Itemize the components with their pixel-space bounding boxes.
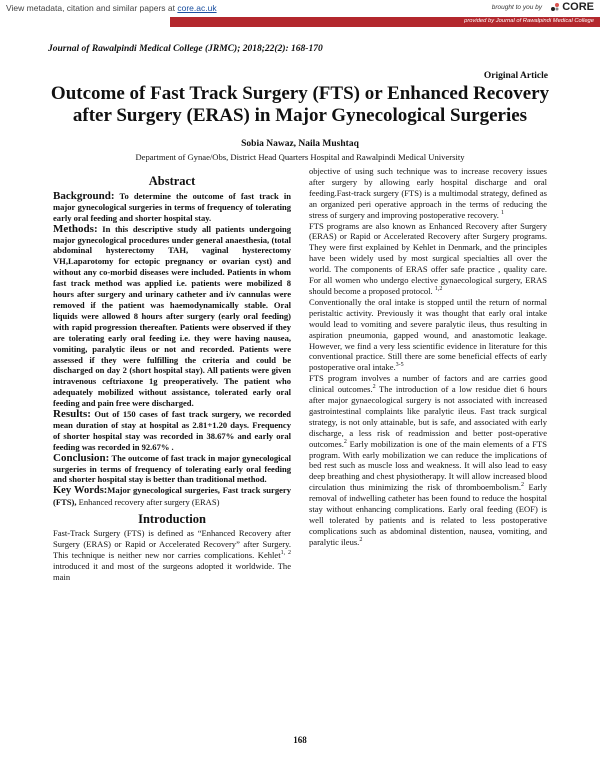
citation-ref: 2 — [521, 482, 525, 489]
provided-by-text: provided by Journal of Rawalpindi Medical College — [464, 18, 594, 24]
citation-ref: 1,2 — [434, 286, 443, 293]
article-type: Original Article — [483, 71, 548, 81]
paragraph-3 — [309, 297, 547, 373]
core-logo[interactable] — [550, 1, 594, 13]
introduction-paragraph — [53, 528, 291, 583]
methods-text: In this descriptive study all patients undergoing major gynecological procedures under general anaesthesia, (total abdominal hysterectomy TAH, vaginal hysterectomy VH,Laparotomy for ectopic pregnancy or ovarian cyst) and without any co-morbid diseases were included. Patients in whom fast track method was applied i.e. patients were mobilized 8 hours after surgery and urinary catheter and i/v cannulas were removed if the patient was haemodynamically stable. Oral liquids were allowed 8 hours after surgery (early oral feeding) with rapid progression thereafter. Patients were observed if they are tolerating early oral feeding i.e. they were having nausea, vomiting, paralytic ileus or not and recorded. Patients were assessed if they were fulfilling the criteria and could be discharged on day 2 (short hospital stay). All patients were given intravenous ceftriaxone 1g preoperatively. The patient who adequately mobilized without assistance, tolerated early oral feeding and pain free were discharged. — [53, 223, 291, 409]
keywords-rest: Enhanced recovery after surgery (ERAS) — [76, 497, 220, 508]
abstract-conclusion — [53, 453, 291, 486]
keywords-bold: Major gynecological surgeries, Fast track surgery (FTS), — [53, 485, 291, 508]
introduction-heading: Introduction — [138, 512, 206, 527]
metadata-notice — [6, 3, 217, 13]
paragraph-text: Early removal of indwelling catheter has been found to reduce the hospital stay without enhancing complications. Early oral feeding (EOF) is well tolerated by patients and is related to less postoperative complications such as abdominal distention, nausea, vomiting, and paralytic ileus. — [309, 482, 547, 547]
paragraph-2 — [309, 221, 547, 297]
abstract-results — [53, 409, 291, 453]
citation-ref: 2 — [343, 438, 347, 445]
citation-ref: 1, 2 — [280, 550, 291, 557]
paper-title: Outcome of Fast Track Surgery (FTS) or Enhanced Recovery after Surgery (ERAS) in Major Gynecological Surgeries — [50, 83, 550, 126]
citation-ref: 2 — [372, 384, 376, 391]
authors: Sobia Nawaz, Naila Mushtaq — [241, 139, 359, 149]
core-logo-text: CORE — [562, 1, 594, 13]
paragraph-text: FTS program involves a number of factors and are carries good clinical outcomes. — [309, 373, 547, 395]
right-column — [309, 166, 547, 548]
paragraph-text: Conventionally the oral intake is stopped until the return of normal peristaltic activity. Previously it was thought that early oral intake would lead to vomiting and severe paralytic ileus, thus resulting in aspiration pneumonia, gapped wound, and anastomotic leakage. However, we find a very less scientific evidence in literature for this conventional practice. Still there are some beneficial effects of early postoperative oral intake. — [309, 296, 547, 373]
citation-ref: 1 — [501, 209, 505, 216]
conclusion-text: The outcome of fast track in major gynecological surgeries in terms of frequency of tolerating early oral feeding and shorter hospital stay is better than traditional method. — [53, 452, 291, 485]
results-text: Out of 150 cases of fast track surgery, we recorded mean duration of stay at hospital as 2.81+1.20 days. Frequency of shorter hospital stay was recorded in 38.67% and early oral feeding was recorded in 92.67% . — [53, 409, 291, 452]
keywords-label: Key Words: — [53, 485, 108, 497]
background-label: Background: — [53, 189, 115, 202]
abstract-methods — [53, 224, 291, 409]
core-logo-icon — [550, 2, 560, 12]
intro-text-end: introduced it and most of the surgeons adopted it worldwide. The main — [53, 560, 291, 582]
left-column — [53, 170, 291, 583]
intro-text: Fast-Track Surgery (FTS) is defined as “Enhanced Recovery after Surgery (ERAS) or Rapid or Accelerated Recovery” after Surgery. This technique is neither new nor carries complications. Kehlet — [53, 528, 291, 560]
conclusion-label: Conclusion: — [53, 451, 110, 464]
methods-label: Methods: — [53, 222, 98, 235]
paragraph-4 — [309, 373, 547, 548]
journal-citation: Journal of Rawalpindi Medical College (JRMC); 2018;22(2): 168-170 — [48, 44, 323, 54]
abstract-background — [53, 191, 291, 224]
affiliation: Department of Gynae/Obs, District Head Quarters Hospital and Rawalpindi Medical University — [135, 152, 465, 162]
citation-ref: 2 — [359, 536, 363, 543]
abstract-heading: Abstract — [148, 174, 196, 188]
paragraph-text: objective of using such technique was to increase recovery issues after surgery by allowing early hospital discharge and oral feeding.Fast-track surgery (FTS) is a multimodal strategy, defined as an organized peri operative approach in the terms of reducing the stress of surgery and improving postoperative recovery. — [309, 166, 547, 220]
citation-ref: 3-5 — [395, 362, 404, 369]
paragraph-1 — [309, 166, 547, 221]
keywords — [53, 485, 291, 508]
core-link[interactable]: core.ac.uk — [177, 3, 217, 13]
metadata-text: View metadata, citation and similar papers at — [6, 3, 178, 13]
provider-bar — [170, 17, 600, 27]
paragraph-text: The introduction of a low residue diet 6 hours after major gynaecological surgery is not associated with increased gastrointestinal complaints like paralytic ileus. Fast track surgical strategy, is not only attainable, but is safe, and associated with early discharge, a less risk of readmission and better post-operative outcomes. — [309, 384, 548, 449]
paragraph-text: FTS programs are also known as Enhanced Recovery after Surgery (ERAS) or Rapid or Accelerated Recovery after Surgery programs. They were first explained by Kehlet in Denmark, and the principles have been widely used by most surgical specialties all over the world. The components of ERAS offer safe practice , quality care. For all women who undergo elective gynaecological surgery, ERAS should become a proposed protocol. — [309, 220, 547, 296]
brought-to-you-text: brought to you by — [491, 4, 542, 11]
paragraph-text: Early mobilization is one of the main elements of a FTS program. With early mobilization we can reduce the implications of bed rest such as muscle loss and weakness. It will also lead to easy deep breathing and chest physiotherapy. It will allow increased blood circulation thus minimizing the risk of thromboembolism. — [309, 438, 547, 493]
background-text: To determine the outcome of fast track in major gynecological surgeries in terms of frequency of tolerating early oral feeding and shorter hospital stay. — [53, 190, 291, 223]
results-label: Results: — [53, 408, 91, 421]
page-number: 168 — [293, 735, 307, 745]
